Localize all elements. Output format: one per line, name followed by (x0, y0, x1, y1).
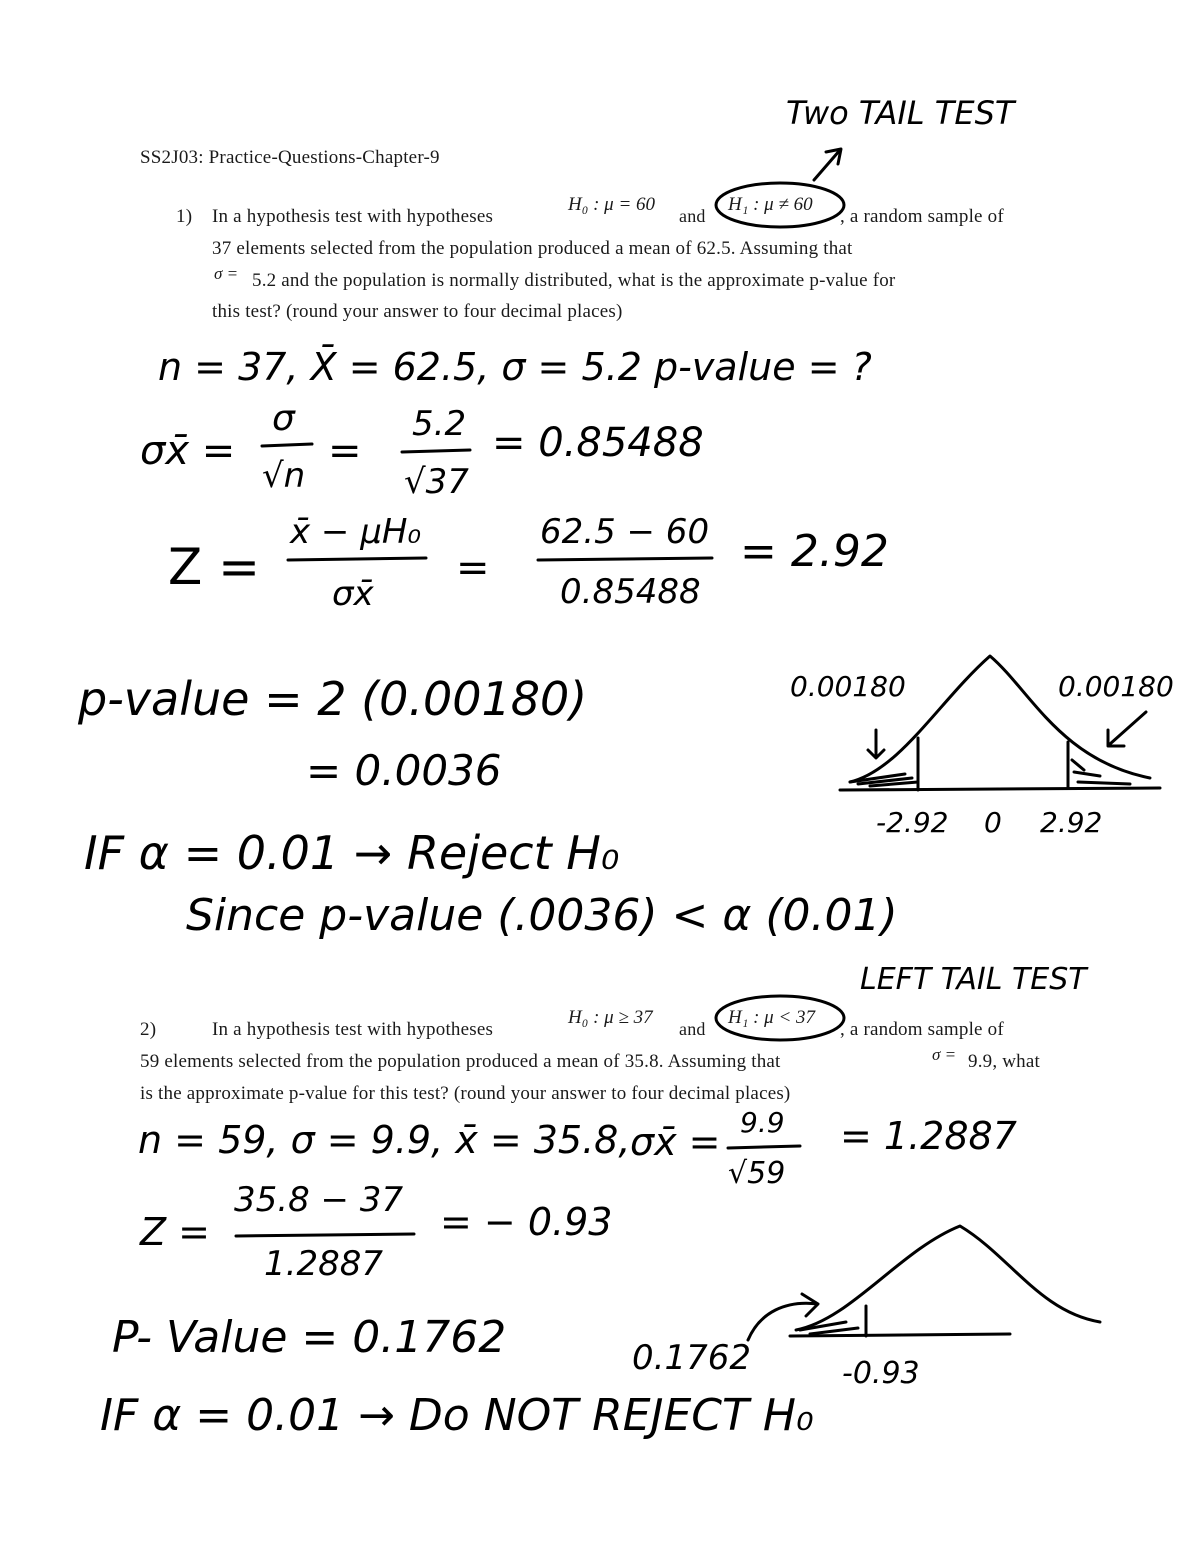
q2-givens: n = 59, σ = 9.9, x̄ = 35.8, (138, 1118, 631, 1162)
q1-line4: this test? (round your answer to four decimal places) (212, 301, 623, 322)
q1-se-frac2-den: √37 (404, 462, 469, 502)
q2-alt-hypothesis: H₁ : μ < 37 (728, 1007, 816, 1028)
q1-se-lhs: σx̄ = (140, 428, 236, 474)
q2-se-result: = 1.2887 (840, 1114, 1017, 1158)
q1-h1-circle (716, 183, 844, 227)
q2-arrow (748, 1294, 818, 1340)
q1-rest-line1: , a random sample of (840, 206, 1004, 227)
q2-curve-tick: -0.93 (842, 1356, 920, 1391)
q1-line3: 5.2 and the population is normally distributed, what is the approximate p-value for (252, 270, 896, 291)
q2-se-frac-den: √59 (728, 1156, 786, 1191)
q1-z-frac1-den: σx̄ (332, 574, 374, 614)
q1-se-result: = 0.85488 (492, 420, 704, 466)
q2-z-frac-bar (236, 1234, 414, 1236)
q1-z-frac1-num: x̄ − μH₀ (290, 512, 422, 552)
q1-pvalue-line2: = 0.0036 (306, 746, 502, 795)
q1-z-frac2-bar (538, 558, 712, 560)
document-title: SS2J03: Practice-Questions-Chapter-9 (140, 147, 440, 168)
q2-sigma: σ = (932, 1045, 957, 1064)
q2-curve-axis (790, 1334, 1010, 1336)
q1-curve-left-label: 0.00180 (790, 670, 906, 703)
q1-curve-tick-mid: 0 (984, 806, 1002, 839)
q1-pvalue-line1: p-value = 2 (0.00180) (78, 672, 588, 726)
q1-givens: n = 37, X̄ = 62.5, σ = 5.2 p-value = ? (158, 345, 872, 389)
q2-z-lhs: Z = (140, 1210, 210, 1254)
q1-decision-line1: IF α = 0.01 → Reject H₀ (84, 826, 620, 880)
q1-z-lhs: Z = (168, 538, 261, 596)
q2-intro: In a hypothesis test with hypotheses (212, 1019, 494, 1040)
q1-z-eq: = (456, 545, 490, 591)
q1-se-frac2-bar (402, 450, 470, 452)
q2-left-tail-label: LEFT TAIL TEST (860, 962, 1087, 997)
q1-curve-right-label: 0.00180 (1058, 670, 1174, 703)
q1-left-arrow (868, 730, 884, 758)
q1-right-tail-shade (1072, 760, 1130, 784)
q2-se-frac-num: 9.9 (740, 1106, 785, 1139)
q1-and: and (679, 206, 706, 226)
q1-alt-hypothesis: H₁ : μ ≠ 60 (728, 194, 813, 215)
q1-se-frac1-den: √n (262, 456, 306, 496)
q2-normal-curve (796, 1226, 1100, 1330)
q2-curve-label: 0.1762 (632, 1338, 751, 1378)
q2-line2b: 9.9, what (968, 1051, 1040, 1072)
q2-tail-shade (800, 1322, 858, 1334)
q2-z-result: = − 0.93 (440, 1200, 613, 1244)
q1-z-frac2-den: 0.85488 (560, 572, 701, 612)
q1-number: 1) (176, 206, 193, 227)
q1-se-frac2-num: 5.2 (412, 404, 467, 444)
q1-sigma: σ = (214, 264, 239, 283)
q1-intro: In a hypothesis test with hypotheses (212, 206, 494, 227)
q1-z-result: = 2.92 (740, 526, 889, 577)
q1-two-tail-label: Two TAIL TEST (786, 94, 1015, 132)
q1-z-frac2-num: 62.5 − 60 (540, 512, 710, 552)
q2-pvalue: P- Value = 0.1762 (112, 1312, 507, 1363)
q1-curve-tick-right: 2.92 (1040, 806, 1103, 839)
q1-line2: 37 elements selected from the population produced a mean of 62.5. Assuming that (212, 238, 853, 259)
q1-arrow-to-label (814, 149, 841, 180)
q1-se-frac1-bar (262, 444, 312, 446)
q2-decision: IF α = 0.01 → Do NOT REJECT H₀ (100, 1390, 814, 1441)
q2-rest-line1: , a random sample of (840, 1019, 1004, 1040)
q1-curve-tick-left: -2.92 (876, 806, 949, 839)
q2-number: 2) (140, 1019, 157, 1040)
q1-curve-axis (840, 788, 1160, 790)
q1-left-tail-shade (850, 774, 918, 786)
q1-normal-curve (850, 656, 1150, 782)
q2-se-lhs: σx̄ = (630, 1120, 721, 1164)
q2-line2: 59 elements selected from the population produced a mean of 35.8. Assuming that (140, 1051, 781, 1072)
q2-z-frac-num: 35.8 − 37 (234, 1180, 404, 1220)
q1-se-frac1-num: σ (272, 398, 295, 439)
q2-se-frac-bar (728, 1146, 800, 1148)
q1-decision-line2: Since p-value (.0036) < α (0.01) (186, 890, 898, 941)
q2-h1-circle (716, 996, 844, 1040)
q1-null-hypothesis: H₀ : μ = 60 (568, 194, 656, 215)
q1-right-arrow (1108, 712, 1146, 746)
q2-line3: is the approximate p-value for this test? (round your answer to four decimal places) (140, 1083, 791, 1104)
q1-z-frac1-bar (288, 558, 426, 560)
q2-z-frac-den: 1.2887 (264, 1244, 383, 1284)
q2-null-hypothesis: H₀ : μ ≥ 37 (568, 1007, 653, 1028)
q1-se-eq: = (328, 428, 362, 474)
q2-and: and (679, 1019, 706, 1039)
